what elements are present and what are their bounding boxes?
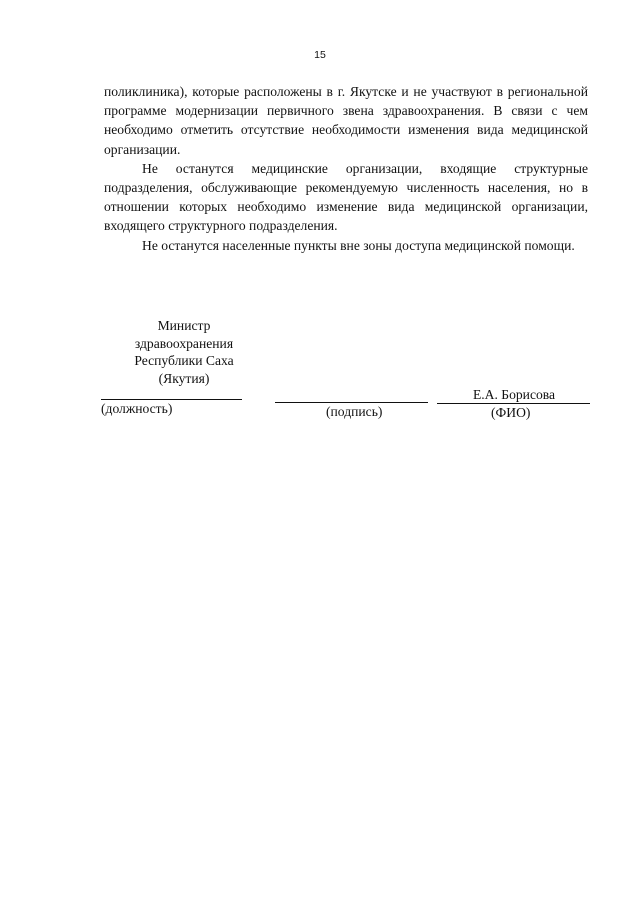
position-line: здравоохранения	[134, 335, 234, 351]
position-line: (Якутия)	[158, 370, 210, 386]
body-text	[104, 82, 588, 255]
paragraph-medical-organizations: Не останутся медицинские организации, входящие структурные подразделения, обслуживающие рекомендуемую численность населения, но в отношении которых необходимо изменение вида медицинской организации, входящего структурного подразделения.	[104, 160, 588, 234]
position-caption: (должность)	[101, 401, 173, 416]
signature-caption: (подпись)	[326, 404, 383, 419]
name-caption: (ФИО)	[491, 405, 531, 420]
signatory-position	[104, 317, 264, 387]
position-line: Республики Саха	[134, 353, 234, 368]
position-underline	[101, 399, 242, 400]
paragraph-settlements: Не останутся населенные пункты вне зоны доступа медицинской помощи.	[142, 237, 575, 253]
signature-underline	[275, 402, 428, 403]
page-number: 15	[314, 49, 326, 61]
signatory-name: Е.А. Борисова	[472, 387, 556, 402]
name-underline	[437, 403, 590, 404]
position-line: Министр	[157, 318, 211, 333]
paragraph-continuation: поликлиника), которые расположены в г. Якутске и не участвуют в региональной программе модернизации первичного звена здравоохранения. В связи с чем необходимо отметить отсутствие необходимости изменения вида медицинской организации.	[104, 84, 588, 157]
